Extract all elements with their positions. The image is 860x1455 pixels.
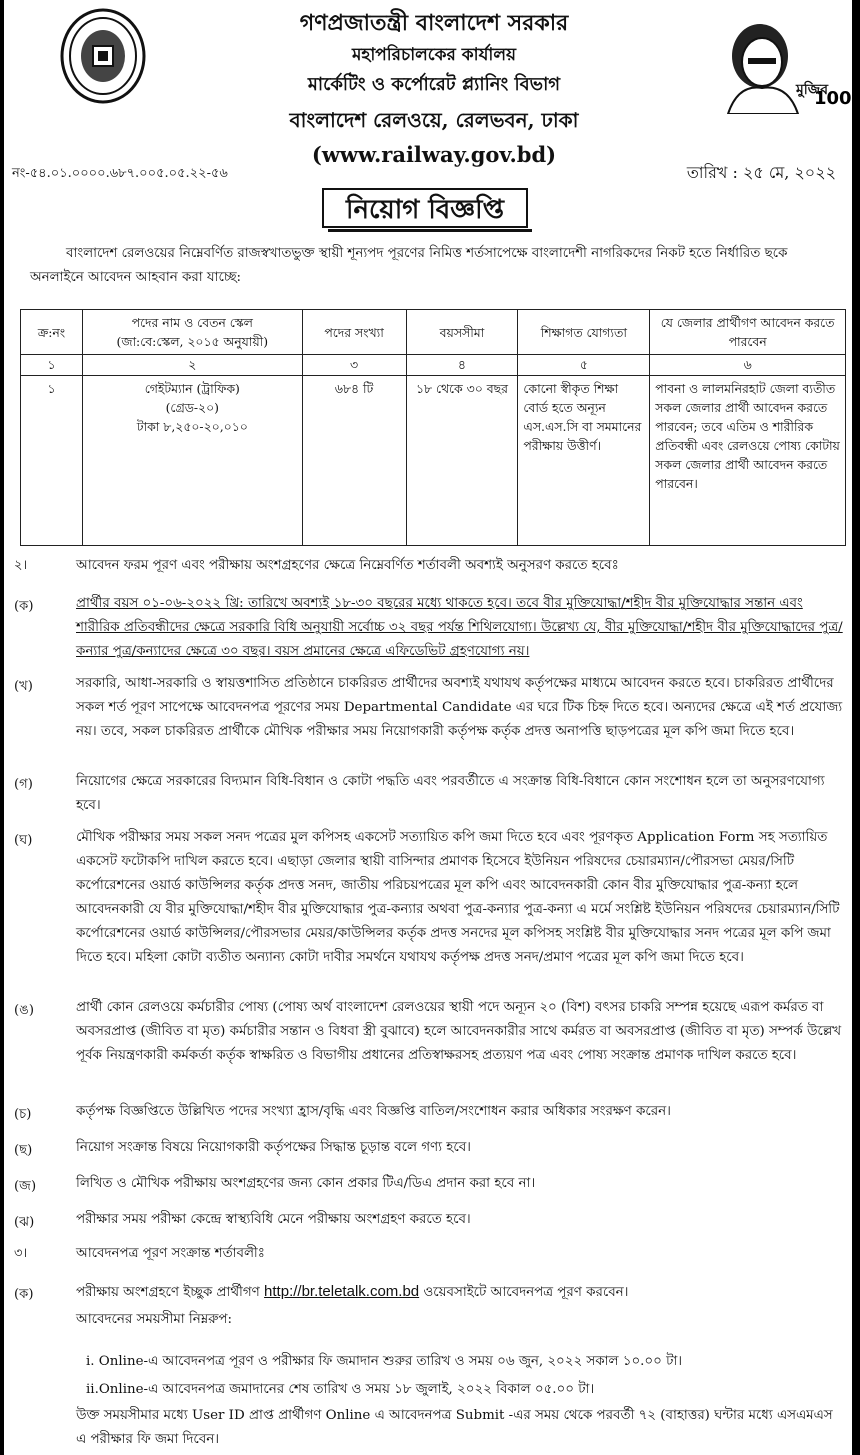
- col-header-age: বয়সসীমা: [406, 310, 518, 355]
- section3-number: ৩।: [14, 1246, 28, 1261]
- condition-documents: মৌখিক পরীক্ষার সময় সকল সনদ পত্রের মুল কপিসহ একসেট সত্যায়িত কপি জমা দিতে হবে এবং পূরণকৃত Application Form সহ সত্যায়িত একসেট ফটোকপি দাখিল করতে হবে। এছাড়া জেলার স্থায়ী বাসিন্দার প্রমাণক হিসেবে ইউনিয়ন পরিষদের চেয়ারম্যান/পৌরসভা মেয়র/সিটি কর্পোরেশনের ওয়ার্ড কাউন্সিলর কর্তৃক প্রদত্ত সনদ, জাতীয় পরিচয়পত্রের মূল কপি এবং আবেদনকারী কোন বীর মুক্তিযোদ্ধার পুত্র-কন্যা হলে আবেদনকারী যে বীর মুক্তিযোদ্ধা/শহীদ বীর মুক্তিযোদ্ধার পুত্র-কন্যার অথবা পুত্র-কন্যার পুত্র-কন্যা এ মর্মে সংশ্লিষ্ট ইউনিয়ন পরিষদের চেয়ারম্যান/সিটি কর্পোরেশনের ওয়ার্ড কাউন্সিলর/পৌরসভার মেয়র/কাউন্সিলর কর্তৃক প্রদত্ত সনদের মূল কপিসহ সংশ্লিষ্ট বীর মুক্তিযোদ্ধার সনদ পত্রের মূল কপি জমা দিতে হবে। মহিলা কোটা ব্যতীত অন্যান্য কোটা দাবীর সমর্থনে যথাযথ কর্তৃপক্ষ প্রদত্ত সনদ/প্রমাণ পত্রের মূল কপি জমা দিতে হবে।: [76, 830, 840, 965]
- item-label: (চ): [14, 1107, 32, 1122]
- condition-ta-da: লিখিত ও মৌখিক পরীক্ষায় অংশগ্রহণের জন্য কোন প্রকার টিএ/ডিএ প্রদান করা হবে না।: [76, 1176, 536, 1191]
- table-number-row: [21, 355, 846, 376]
- row-districts: পাবনা ও লালমনিরহাট জেলা ব্যতীত সকল জেলার প্রার্থী আবেদন করতে পারবেন; তবে এতিম ও শারীরিক প্রতিবন্ধী এবং রেলওয়ে পোষ্য কোটায় সকল জেলার প্রার্থী আবেদন করতে পারবেন।: [650, 376, 846, 546]
- col-header-count: পদের সংখ্যা: [302, 310, 406, 355]
- apply-online-line: [76, 1280, 846, 1305]
- row-post: [82, 376, 302, 546]
- notice-title: নিয়োগ বিজ্ঞপ্তি: [322, 188, 528, 228]
- notice-date: তারিখ : ২৫ মে, ২০২২: [686, 163, 836, 182]
- condition-employed: সরকারি, আধা-সরকারি ও স্বায়ত্তশাসিত প্রতিষ্ঠানে চাকরিরত প্রার্থীদের অবশ্যই যথাযথ কর্তৃপক্ষের মাধ্যমে আবেদন করতে হবে। চাকরিরত প্রার্থীদের সকল শর্ত পূরণ সাপেক্ষে আবেদনপত্র পূরণের সময় Departmental Candidate এর ঘরে টিক চিহ্ন দিতে হবে। অন্যদের ক্ষেত্রে এই শর্ত প্রযোজ্য নয়। তবে, সকল চাকরিরত প্রার্থীকে মৌখিক পরীক্ষার সময় নিয়োগকারী কর্তৃপক্ষ কর্তৃক প্রদত্ত অনাপত্তি ছাড়পত্রের মূল কপি জমা দিতে হবে।: [76, 676, 843, 739]
- header-line4: বাংলাদেশ রেলওয়ে, রেলভবন, ঢাকা: [289, 108, 579, 132]
- col-header-serial: ক্র:নং: [21, 310, 83, 355]
- header-line1: গণপ্রজাতন্ত্রী বাংলাদেশ সরকার: [299, 10, 569, 36]
- section2-number: ২।: [14, 558, 28, 573]
- row-serial: ১: [21, 376, 83, 546]
- col-header-districts: যে জেলার প্রার্থীগণ আবেদন করতে পারবেন: [650, 310, 846, 355]
- portrait-icon: [718, 8, 852, 114]
- condition-health: পরীক্ষার সময় পরীক্ষা কেন্দ্রে স্বাস্থ্যবিধি মেনে পরীক্ষায় অংশগ্রহণ করতে হবে।: [76, 1212, 471, 1227]
- memo-number: নং-৫৪.০১.০০০০.৬৮৭.০০৫.০৫.২২-৫৬: [12, 166, 228, 181]
- post-scale: টাকা ৮,২৫০-২০,০১০: [136, 419, 248, 434]
- col-number: ১: [21, 355, 83, 376]
- header-line3: মার্কেটিং ও কর্পোরেট প্ল্যানিং বিভাগ: [307, 74, 561, 95]
- col-number: ৬: [650, 355, 846, 376]
- svg-text:100: 100: [814, 88, 852, 109]
- col-header-post: [82, 310, 302, 355]
- row-age: ১৮ থেকে ৩০ বছর: [406, 376, 518, 546]
- condition-decision: নিয়োগ সংক্রান্ত বিষয়ে নিয়োগকারী কর্তৃপক্ষের সিদ্ধান্ত চূড়ান্ত বলে গণ্য হবে।: [76, 1140, 471, 1155]
- apply-text-after: ওয়েবসাইটে আবেদনপত্র পূরণ করবেন।: [423, 1285, 629, 1300]
- website[interactable]: (www.railway.gov.bd): [311, 142, 557, 167]
- condition-authority: কর্তৃপক্ষ বিজ্ঞপ্তিতে উল্লিখিত পদের সংখ্যা হ্রাস/বৃদ্ধি এবং বিজ্ঞপ্তি বাতিল/সংশোধন করার অধিকার সংরক্ষণ করেন।: [76, 1104, 671, 1119]
- intro-paragraph: বাংলাদেশ রেলওয়ের নিম্নেবর্ণিত রাজস্বখাতভুক্ত স্থায়ী শূন্যপদ পূরণের নিমিত্ত শর্তসাপেক্ষে বাংলাদেশী নাগরিকদের নিকট হতে নির্ধারিত ছকে অনলাইনে আবেদন আহবান করা যাচ্ছে:: [30, 246, 788, 285]
- col-header-post-sub: (জা:বে:স্কেল, ২০১৫ অনুযায়ী): [116, 334, 269, 349]
- vacancy-table: [20, 309, 846, 546]
- government-seal-icon: [60, 8, 146, 104]
- deadline-heading: আবেদনের সময়সীমা নিম্নরুপ:: [76, 1312, 233, 1327]
- item-label: (খ): [14, 679, 33, 694]
- table-header-row: [21, 310, 846, 355]
- col-number: ৫: [518, 355, 650, 376]
- apply-text-before: পরীক্ষায় অংশগ্রহণে ইচ্ছুক প্রার্থীগণ: [76, 1285, 260, 1300]
- item-label: (ক): [14, 599, 34, 614]
- section2-heading: আবেদন ফরম পূরণ এবং পরীক্ষায় অংশগ্রহণের ক্ষেত্রে নিম্নেবর্ণিত শর্তাবলী অবশ্যই অনুসরণ করতে হবেঃ: [76, 558, 619, 573]
- item-label: (গ): [14, 777, 33, 792]
- notice-page: [4, 0, 852, 1455]
- deadline-start: i. Online-এ আবেদনপত্র পূরণ ও পরীক্ষার ফি জমাদান শুরুর তারিখ ও সময় ০৬ জুন, ২০২২ সকাল ১০.০০ টা।: [86, 1354, 683, 1369]
- closing-note: উক্ত সময়সীমার মধ্যে User ID প্রাপ্ত প্রার্থীগণ Online এ আবেদনপত্র Submit -এর সময় থেকে পরবর্তী ৭২ (বাহাত্তর) ঘন্টার মধ্যে এসএমএস এ পরীক্ষার ফি জমা দিবেন।: [76, 1408, 833, 1447]
- table-row: [21, 376, 846, 546]
- section3-heading: আবেদনপত্র পূরণ সংক্রান্ত শর্তাবলীঃ: [76, 1246, 265, 1261]
- deadline-end: ii.Online-এ আবেদনপত্র জমাদানের শেষ তারিখ ও সময় ১৮ জুলাই, ২০২২ বিকাল ০৫.০০ টা।: [86, 1382, 595, 1397]
- item-label: (জ): [14, 1179, 37, 1194]
- col-number: ৩: [302, 355, 406, 376]
- item-label: (ঘ): [14, 833, 33, 848]
- item-label: (ঙ): [14, 1003, 34, 1018]
- post-grade: (গ্রেড-২০): [165, 400, 219, 415]
- condition-dependent: প্রার্থী কোন রেলওয়ে কর্মচারীর পোষ্য (পোষ্য অর্থ বাংলাদেশ রেলওয়ের স্থায়ী পদে অন্যূন ২০ (বিশ) বৎসর চাকরি সম্পন্ন হয়েছে এরূপ কর্মরত বা অবসরপ্রাপ্ত (জীবিত বা মৃত) কর্মচারীর সন্তান ও বিধবা স্ত্রী বুঝাবে) হলে আবেদনকারীর সাথে কর্মরত বা অবসরপ্রাপ্ত (জীবিত বা মৃত) সম্পর্ক উল্লেখ পূর্বক নিয়ন্ত্রণকারী কর্মকর্তা কর্তৃক স্বাক্ষরিত ও বিভাগীয় প্রধানের প্রতিস্বাক্ষরসহ প্রত্যয়ণ পত্র এবং পোষ্য সংক্রান্ত প্রমাণক দাখিল করতে হবে।: [76, 1000, 842, 1063]
- item-label: (ঝ): [14, 1215, 35, 1230]
- row-qualification: কোনো স্বীকৃত শিক্ষা বোর্ড হতে অন্যূন এস.এস.সি বা সমমানের পরীক্ষায় উত্তীর্ণ।: [518, 376, 650, 546]
- col-header-post-label: পদের নাম ও বেতন স্কেল: [131, 315, 253, 330]
- condition-age: প্রার্থীর বয়স ০১-০৬-২০২২ খ্রি: তারিখে অবশ্যই ১৮-৩০ বছরের মধ্যে থাকতে হবে। তবে বীর মুক্তিযোদ্ধা/শহীদ বীর মুক্তিযোদ্ধার সন্তান এবং শারীরিক প্রতিবন্ধীদের ক্ষেত্রে সরকারি বিধি অনুযায়ী সর্বোচ্চ ৩২ বছর পর্যন্ত শিথিলযোগ্য। উল্লেখ্য যে, বীর মুক্তিযোদ্ধা/শহীদ বীর মুক্তিযোদ্ধাদের পুত্র/কন্যার পুত্র/কন্যাদের ক্ষেত্রে ৩০ বছর। বয়স প্রমানের ক্ষেত্রে এফিডেভিট গ্রহণযোগ্য নয়।: [76, 596, 843, 659]
- mujib-logo-text: মুজিব: [796, 82, 829, 98]
- col-number: ৪: [406, 355, 518, 376]
- post-name: গেইটম্যান (ট্রাফিক): [144, 381, 240, 396]
- mujib-100-logo: [718, 8, 852, 114]
- header-line2: মহাপরিচালকের কার্যালয়: [351, 45, 517, 65]
- teletalk-link[interactable]: http://br.teletalk.com.bd: [264, 1283, 420, 1300]
- col-header-qualification: শিক্ষাগত যোগ্যতা: [518, 310, 650, 355]
- item-label: (ছ): [14, 1143, 33, 1158]
- col-number: ২: [82, 355, 302, 376]
- item-label: (ক): [14, 1287, 34, 1302]
- condition-quota: নিয়োগের ক্ষেত্রে সরকারের বিদ্যমান বিধি-বিধান ও কোটা পদ্ধতি এবং পরবর্তীতে এ সংক্রান্ত বিধি-বিধানে কোন সংশোধন হলে তা অনুসরণযোগ্য হবে।: [76, 774, 825, 813]
- row-count: ৬৮৪ টি: [302, 376, 406, 546]
